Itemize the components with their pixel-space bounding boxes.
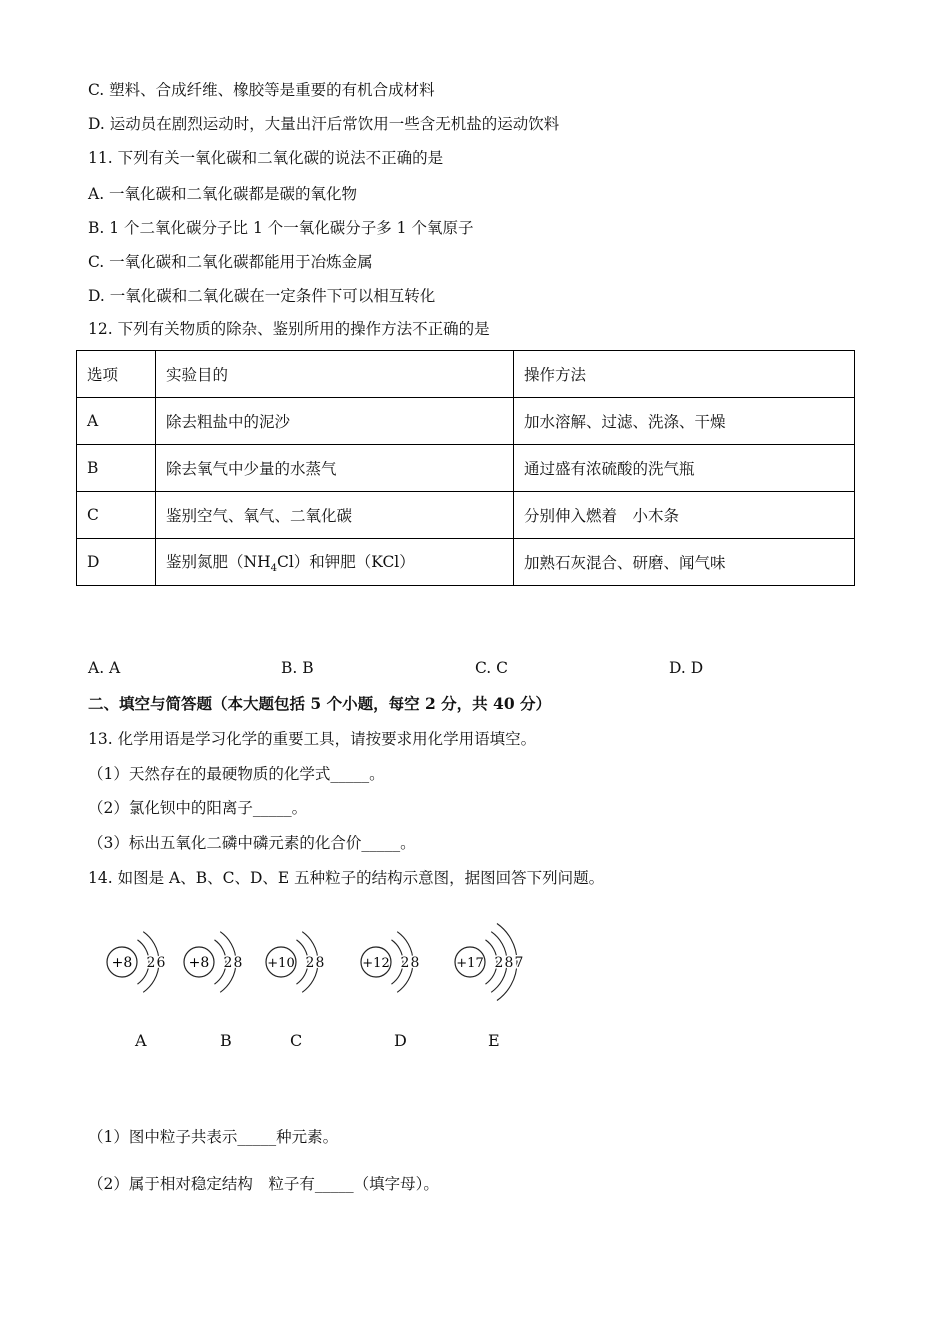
nucleus-charge: +10	[267, 956, 295, 971]
answer-option-d: D. D	[669, 659, 704, 677]
shell-electron-count: 6	[156, 955, 166, 971]
atom-label: D	[394, 1031, 407, 1050]
q13-item-3: （3）标出五氧化二磷中磷元素的化合价_____。	[88, 834, 416, 852]
table-header-purpose: 实验目的	[156, 351, 514, 398]
shell-electron-count: 7	[514, 955, 524, 971]
shell-electron-count: 2	[494, 955, 504, 971]
table-row	[77, 539, 855, 586]
table-cell-purpose	[156, 539, 514, 586]
shell-electron-count: 2	[305, 955, 315, 971]
table-cell-option: A	[77, 398, 156, 445]
table-cell-purpose: 鉴别空气、氧气、二氧化碳	[156, 492, 514, 539]
purpose-text-pre: 鉴别氮肥（NH	[166, 552, 271, 571]
q13-item-1: （1）天然存在的最硬物质的化学式_____。	[88, 765, 385, 783]
atom-label: B	[220, 1031, 232, 1050]
purpose-text-post: Cl）和钾肥（KCl）	[276, 552, 415, 571]
section-title: 二、填空与简答题（本大题包括 5 个小题，每空 2 分，共 40 分）	[88, 694, 552, 713]
shell-electron-count: 2	[400, 955, 410, 971]
shell-electron-count: 2	[223, 955, 233, 971]
q11-stem: 11. 下列有关一氧化碳和二氧化碳的说法不正确的是	[88, 149, 444, 167]
q14-item-1: （1）图中粒子共表示_____种元素。	[88, 1128, 339, 1146]
atom-e	[451, 902, 561, 1022]
q14-stem: 14. 如图是 A、B、C、D、E 五种粒子的结构示意图，据图回答下列问题。	[88, 869, 605, 887]
table-header-method: 操作方法	[514, 351, 855, 398]
table-cell-option: D	[77, 539, 156, 586]
atom-label: C	[290, 1031, 303, 1050]
shell-electron-count: 2	[146, 955, 156, 971]
q10-option-d: D. 运动员在剧烈运动时，大量出汗后常饮用一些含无机盐的运动饮料	[88, 115, 560, 133]
q11-option-d: D. 一氧化碳和二氧化碳在一定条件下可以相互转化	[88, 287, 436, 305]
nucleus-charge: +17	[456, 956, 484, 971]
atom-label: A	[135, 1031, 147, 1050]
q11-option-b: B. 1 个二氧化碳分子比 1 个一氧化碳分子多 1 个氧原子	[88, 219, 474, 237]
table-cell-option: C	[77, 492, 156, 539]
shell-electron-count: 8	[410, 955, 420, 971]
shell-electron-count: 8	[233, 955, 243, 971]
q11-option-a: A. 一氧化碳和二氧化碳都是碳的氧化物	[88, 185, 358, 203]
q11-option-c: C. 一氧化碳和二氧化碳都能用于冶炼金属	[88, 253, 373, 271]
table-row	[77, 398, 855, 445]
nucleus-charge: +12	[362, 956, 390, 971]
q13-item-2: （2）氯化钡中的阳离子_____。	[88, 799, 308, 817]
answer-option-a: A. A	[88, 659, 121, 677]
q12-table	[76, 350, 855, 586]
answer-option-b: B. B	[281, 659, 314, 677]
table-row	[77, 445, 855, 492]
table-cell-method: 分别伸入燃着 小木条	[514, 492, 855, 539]
table-header-row	[77, 351, 855, 398]
answer-option-c: C. C	[475, 659, 509, 677]
table-header-option: 选项	[77, 351, 156, 398]
table-row	[77, 492, 855, 539]
table-cell-method: 加水溶解、过滤、洗涤、干燥	[514, 398, 855, 445]
q13-stem: 13. 化学用语是学习化学的重要工具，请按要求用化学用语填空。	[88, 730, 537, 748]
atom-c	[262, 902, 372, 1022]
nucleus-charge: +8	[188, 955, 210, 971]
table-cell-purpose: 除去粗盐中的泥沙	[156, 398, 514, 445]
q10-option-c: C. 塑料、合成纤维、橡胶等是重要的有机合成材料	[88, 81, 435, 99]
q12-stem: 12. 下列有关物质的除杂、鉴别所用的操作方法不正确的是	[88, 320, 490, 338]
table-cell-method: 通过盛有浓硫酸的洗气瓶	[514, 445, 855, 492]
atom-label: E	[488, 1031, 500, 1050]
nucleus-charge: +8	[111, 955, 133, 971]
q14-item-2: （2）属于相对稳定结构 粒子有_____（填字母）。	[88, 1175, 439, 1193]
purpose-subscript: 4	[270, 563, 277, 575]
shell-electron-count: 8	[315, 955, 325, 971]
table-cell-method: 加熟石灰混合、研磨、闻气味	[514, 539, 855, 586]
table-cell-purpose: 除去氧气中少量的水蒸气	[156, 445, 514, 492]
shell-electron-count: 8	[504, 955, 514, 971]
table-cell-option: B	[77, 445, 156, 492]
